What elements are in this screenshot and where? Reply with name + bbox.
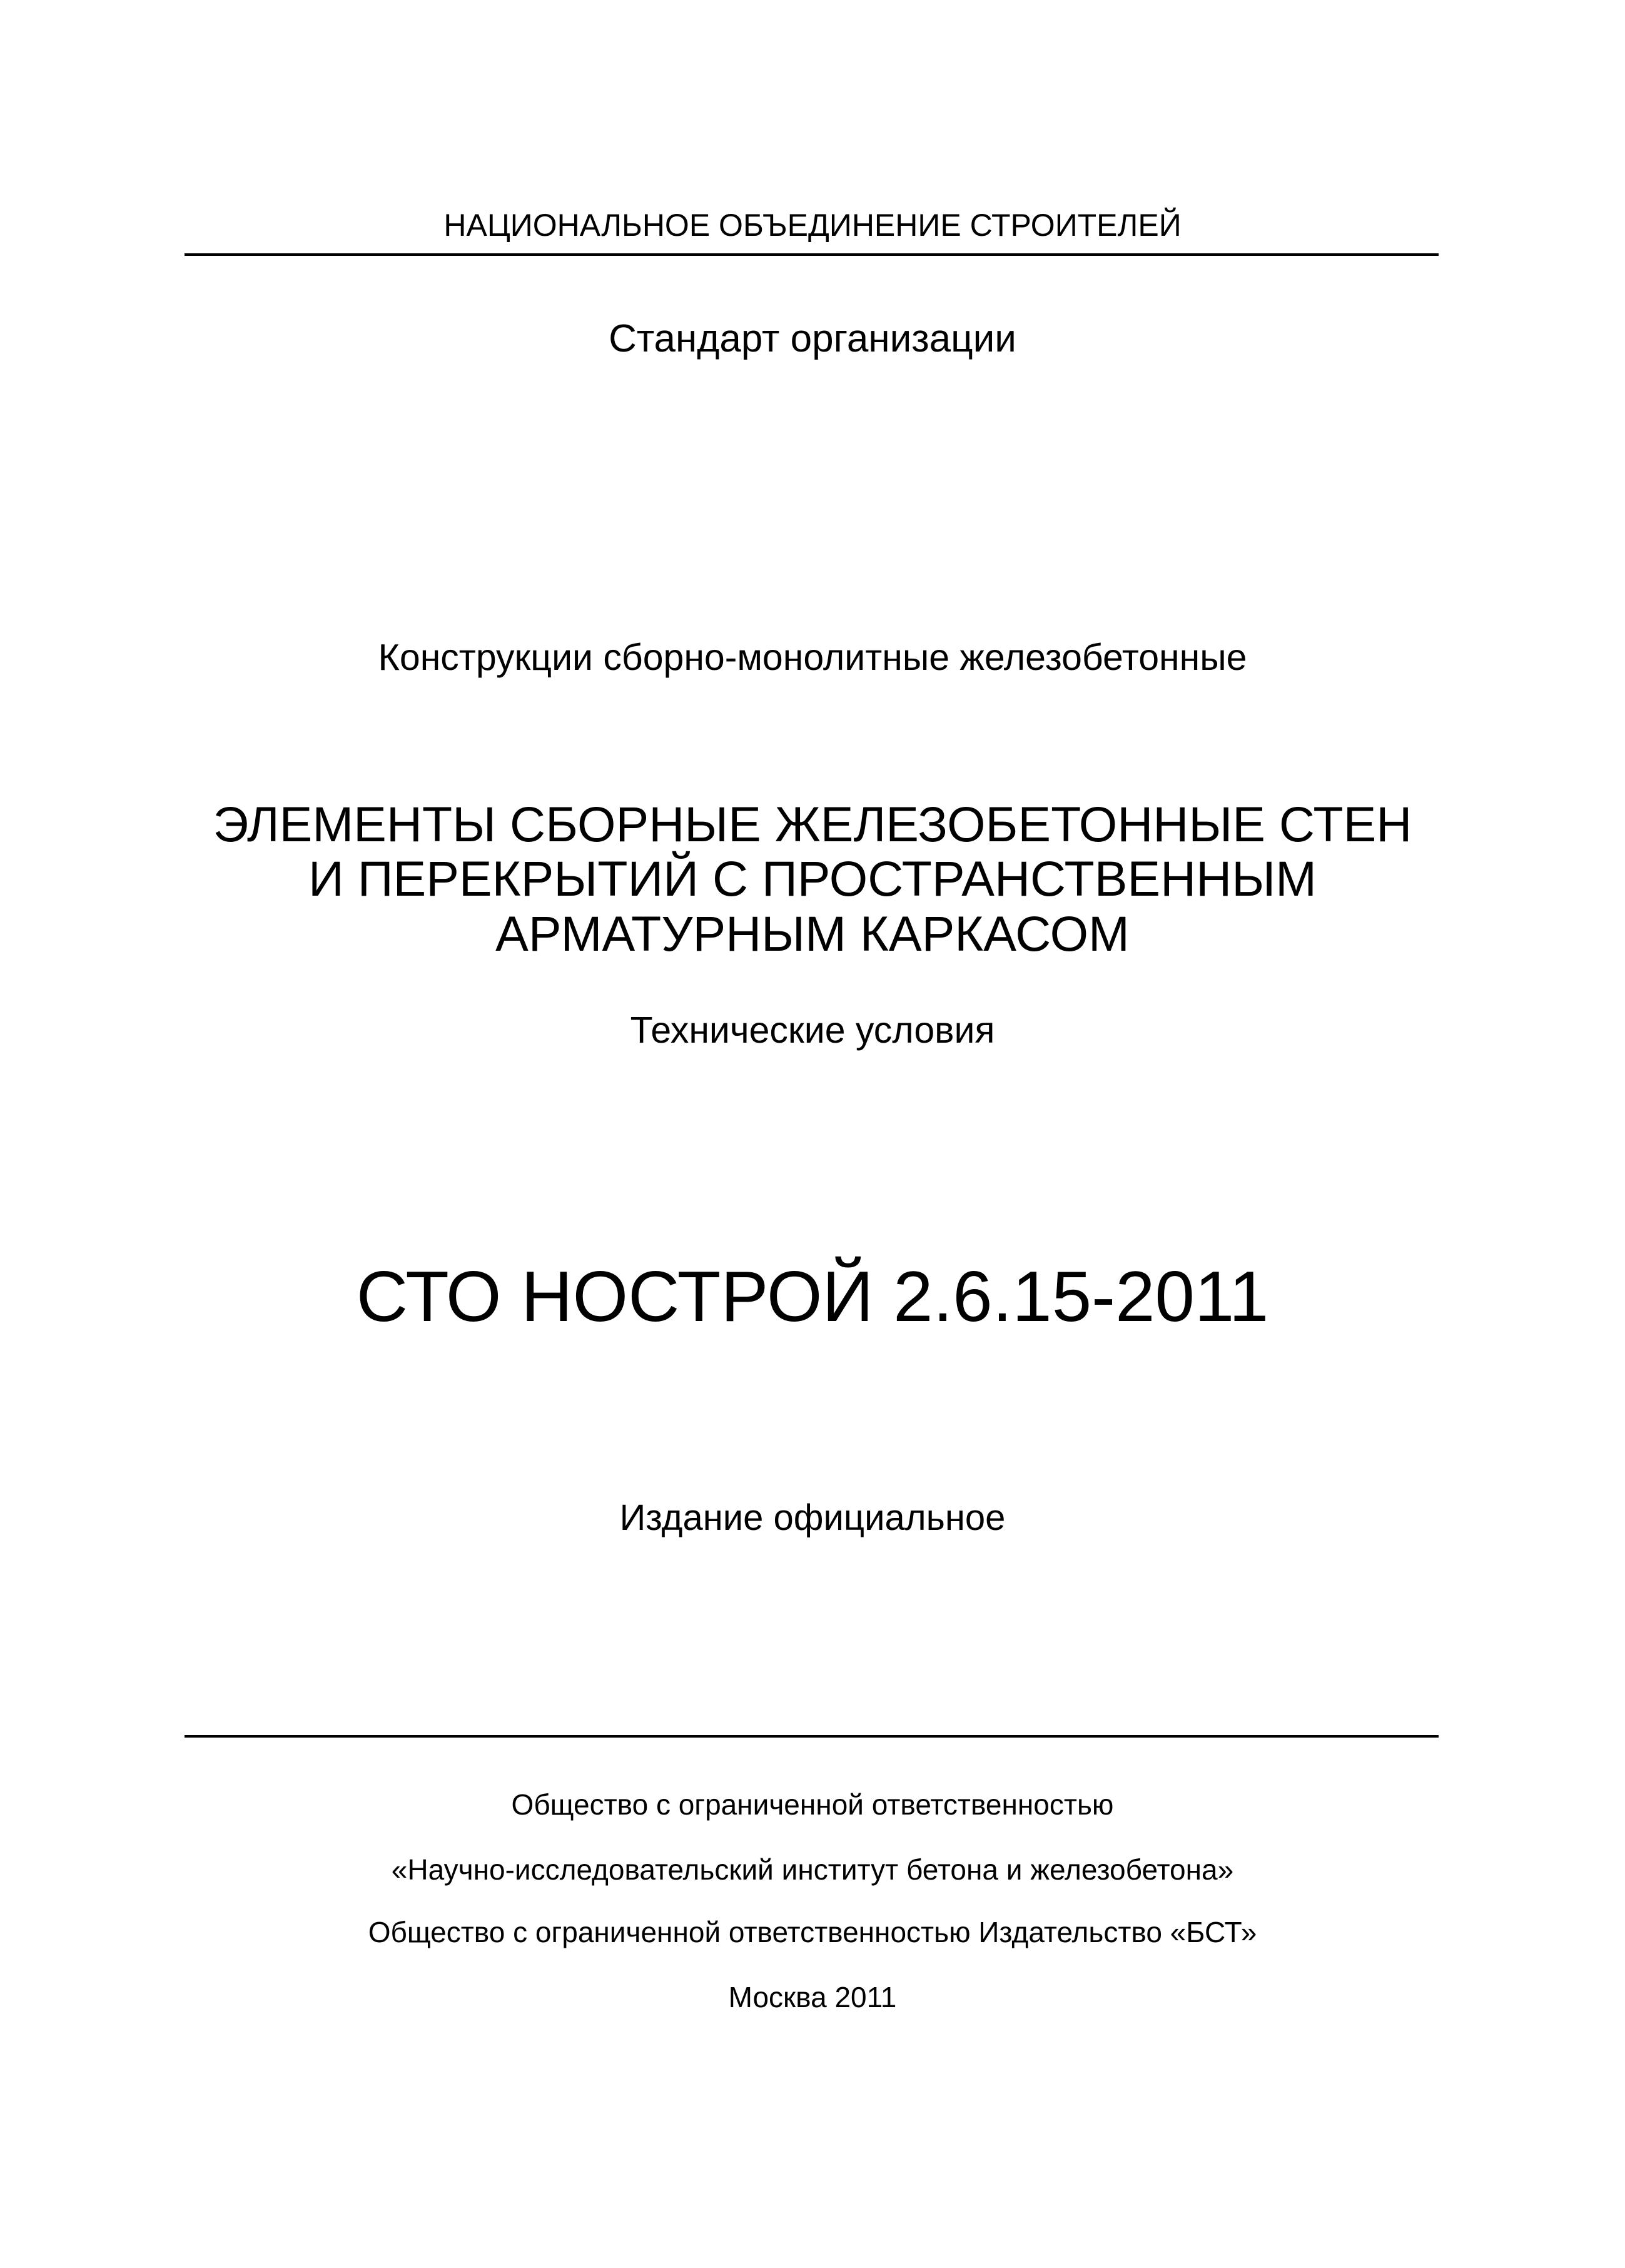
- bottom-divider: [185, 1735, 1439, 1738]
- technical-conditions-label: Технические условия: [630, 1010, 995, 1051]
- standard-type: Стандарт организации: [609, 317, 1016, 360]
- publisher-line-2: «Научно-исследовательский институт бетона и железобетона»: [391, 1853, 1234, 1886]
- top-divider: [185, 253, 1439, 256]
- edition-label: Издание официальное: [619, 1497, 1006, 1538]
- publication-place-year: Москва 2011: [728, 1981, 897, 2013]
- document-subtitle: Конструкции сборно-монолитные железобетонные: [378, 637, 1247, 678]
- organization-header: НАЦИОНАЛЬНОЕ ОБЪЕДИНЕНИЕ СТРОИТЕЛЕЙ: [443, 208, 1182, 243]
- document-title-line-2: И ПЕРЕКРЫТИЙ С ПРОСТРАНСТВЕННЫМ: [308, 851, 1317, 906]
- document-title-line-3: АРМАТУРНЫМ КАРКАСОМ: [495, 906, 1130, 961]
- standard-designation: СТО НОСТРОЙ 2.6.15-2011: [356, 1257, 1269, 1337]
- document-title-line-1: ЭЛЕМЕНТЫ СБОРНЫЕ ЖЕЛЕЗОБЕТОННЫЕ СТЕН: [213, 796, 1412, 852]
- publisher-line-3: Общество с ограниченной ответственностью Издательство «БСТ»: [368, 1916, 1257, 1948]
- publisher-line-1: Общество с ограниченной ответственностью: [511, 1788, 1114, 1821]
